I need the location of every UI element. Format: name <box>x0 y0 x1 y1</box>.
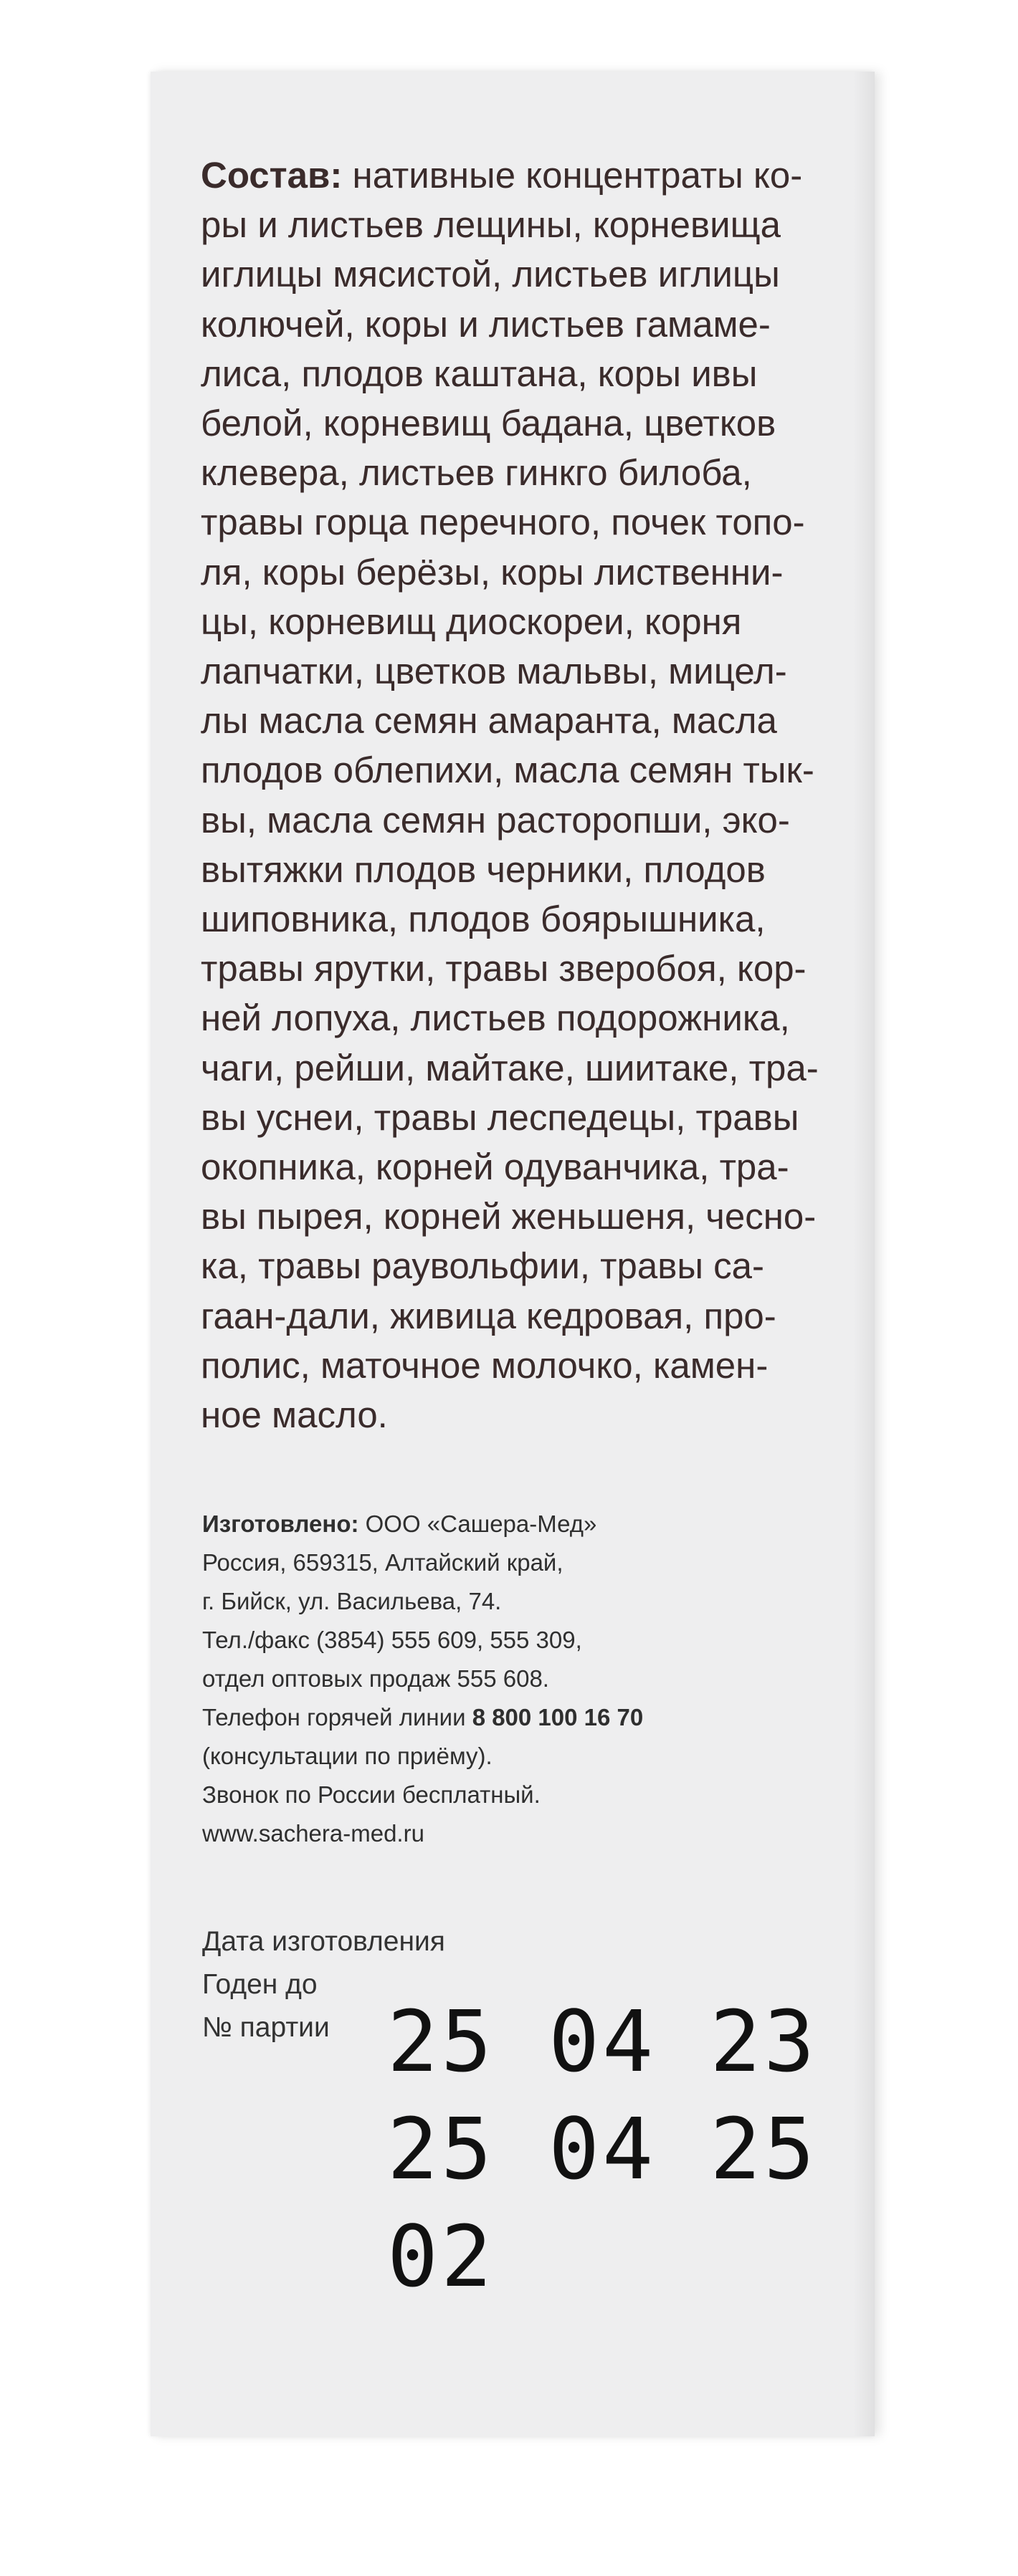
composition-line: ней лопуха, листьев подорожника, <box>201 997 790 1039</box>
composition-line: иглицы мясистой, листьев иглицы <box>201 254 780 295</box>
batch-label: № партии <box>202 2012 330 2043</box>
composition-line: гаан-дали, живица кедровая, про- <box>201 1295 776 1336</box>
manufacture-date-stamp: 25 04 23 <box>387 1992 818 2091</box>
composition-line: полис, маточное молочко, камен- <box>201 1344 769 1386</box>
composition-line: лы масла семян амаранта, масла <box>201 700 777 742</box>
composition-line: колючей, коры и листьев гамаме- <box>201 303 771 345</box>
composition-line: вытяжки плодов черники, плодов <box>201 848 766 890</box>
composition-line: шиповника, плодов боярышника, <box>201 899 766 940</box>
hotline-line <box>202 1698 833 1737</box>
batch-number-stamp: 02 <box>387 2207 495 2306</box>
composition-line: плодов облепихи, масла семян тык- <box>201 750 814 791</box>
composition-section <box>201 150 832 1440</box>
composition-line: лапчатки, цветков мальвы, мицел- <box>201 651 787 692</box>
composition-line: клевера, листьев гинкго билоба, <box>201 452 752 494</box>
website: www.sachera-med.ru <box>202 1820 424 1847</box>
composition-line: ры и листьев лещины, корневища <box>201 204 781 246</box>
manufacturer-label: Изготовлено: <box>202 1510 359 1537</box>
composition-line: чаги, рейши, майтаке, шиитаке, тра- <box>201 1047 819 1088</box>
manufacturer-phone: Тел./факс (3854) 555 609, 555 309, <box>202 1627 582 1653</box>
manufacture-date-label: Дата изготовления <box>202 1926 445 1957</box>
card-edge-shade <box>853 72 875 2436</box>
manufacturer-line <box>202 1505 833 1543</box>
manufacturer-wholesale: отдел оптовых продаж 555 608. <box>202 1665 549 1692</box>
composition-line: вы, масла семян расторопши, эко- <box>201 799 790 841</box>
free-call-note: Звонок по России бесплатный. <box>202 1781 541 1808</box>
manufacturer-address-line: г. Бийск, ул. Васильева, 74. <box>202 1588 502 1614</box>
composition-label: Состав: <box>201 155 343 196</box>
composition-line: белой, корневищ бадана, цветков <box>201 403 776 444</box>
hotline-number: 8 800 100 16 70 <box>472 1704 644 1730</box>
composition-line: вы пырея, корней женьшеня, чесно- <box>201 1196 817 1237</box>
composition-line: ное масло. <box>201 1394 388 1436</box>
manufacturer-section <box>202 1505 833 1853</box>
composition-line: вы уснеи, травы леспедецы, травы <box>201 1096 799 1138</box>
composition-line: травы горца перечного, почек топо- <box>201 502 805 543</box>
consultation-note: (консультации по приёму). <box>202 1743 493 1769</box>
expiry-date-label: Годен до <box>202 1969 318 2000</box>
manufacturer-name: ООО «Сашера-Мед» <box>358 1510 597 1537</box>
composition-line: окопника, корней одуванчика, тра- <box>201 1146 789 1188</box>
hotline-label: Телефон горячей линии <box>202 1704 472 1730</box>
composition-line: лиса, плодов каштана, коры ивы <box>201 353 758 394</box>
expiry-date-stamp: 25 04 25 <box>387 2099 818 2198</box>
product-label-card <box>151 72 875 2436</box>
manufacturer-address-line: Россия, 659315, Алтайский край, <box>202 1549 563 1576</box>
composition-line: ка, травы раувольфии, травы са- <box>201 1245 765 1287</box>
composition-line: цы, корневищ диоскореи, корня <box>201 600 742 642</box>
composition-line: травы ярутки, травы зверобоя, кор- <box>201 948 807 990</box>
composition-line-first: Состав: нативные концентраты ко- <box>201 155 803 196</box>
composition-line: ля, коры берёзы, коры лиственни- <box>201 551 784 593</box>
